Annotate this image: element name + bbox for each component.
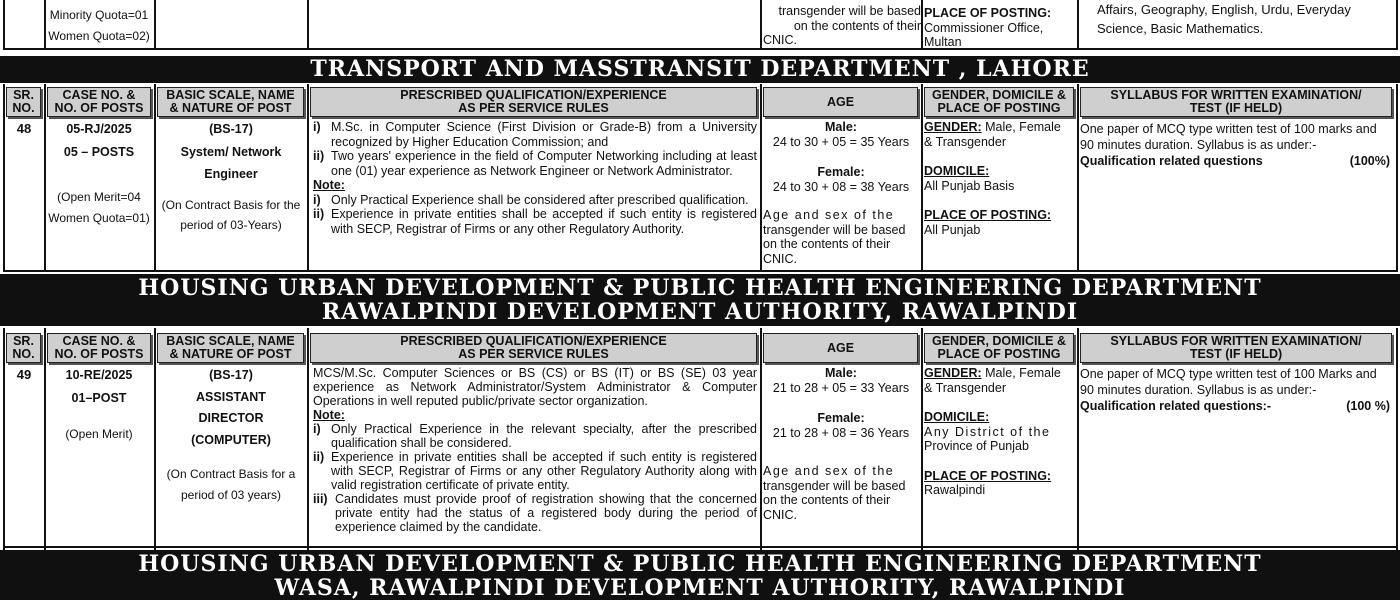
age-note-line: CNIC. (763, 251, 798, 266)
posting-label: PLACE OF POSTING: (924, 468, 1052, 483)
posting-value: All Punjab (924, 222, 981, 237)
syllabus-line: One paper of MCQ type written test of 100 marks and (1080, 122, 1377, 136)
female-label: Female: (817, 165, 865, 179)
age-note (763, 464, 919, 522)
domicile-value: Province of Punjab (924, 439, 1029, 453)
top-quota (46, 8, 152, 43)
gender-value-2: & Transgender (924, 134, 1006, 149)
item-text: Experience in private entities shall be accepted if such entity is registered with SECP, Registrar of Firms or any other Regulatory Authority. (331, 207, 757, 236)
basic-scale: (BS-17) (209, 368, 253, 382)
header-scale (157, 87, 304, 117)
quota-line: Minority Quota=01 (49, 8, 149, 22)
note-item (313, 207, 757, 236)
header-sr-line: SR. (13, 334, 34, 348)
item-key: iii) (313, 492, 328, 506)
syllabus-item-percent: (100%) (1349, 154, 1390, 168)
syllabus-item (1080, 153, 1396, 169)
header-scale-line: & NATURE OF POST (169, 347, 292, 361)
qualification-text: MCS/M.Sc. Computer Sciences or BS (CS) or BS (IT) or BS (SE) 03 year experience as Network Administrator/System Administrator & Computer Operations in well reputed public/private sector organization. (313, 366, 757, 408)
syllabus-cell (1080, 121, 1396, 169)
header-scale-line: BASIC SCALE, NAME (166, 88, 295, 102)
age-note-line: Age and sex of the (763, 208, 895, 222)
header-sr (6, 333, 41, 363)
domicile-value: All Punjab Basis (924, 178, 1015, 193)
age-note-line: transgender will be based (778, 4, 921, 18)
note-item (313, 492, 757, 534)
header-case-line: NO. OF POSTS (54, 347, 144, 361)
header-scale-line: & NATURE OF POST (169, 101, 292, 115)
qualification-item (313, 120, 757, 149)
top-posting (924, 6, 1076, 50)
age-note-line: CNIC. (763, 507, 798, 522)
age-note-line: transgender will be based (763, 222, 906, 237)
item-key: ii) (313, 207, 325, 221)
header-sr-line: NO. (12, 347, 35, 361)
gender-value: Male, Female (985, 120, 1061, 134)
header-gender-line: GENDER, DOMICILE & (931, 88, 1067, 102)
header-gender (924, 87, 1074, 117)
serial-number: 48 (16, 121, 32, 136)
post-name-line: (COMPUTER) (191, 432, 271, 447)
header-gender-line: PLACE OF POSTING (937, 347, 1061, 361)
gender-cell (924, 120, 1076, 237)
item-text: Two years' experience in the field of Computer Networking including at least one (01) year experience as Network Engineer or Network Administrator. (331, 149, 757, 178)
age-cell (763, 120, 919, 194)
note-label: Note: (313, 408, 345, 422)
header-gender-line: PLACE OF POSTING (937, 101, 1061, 115)
qualification-cell (313, 120, 757, 236)
gender-value-2: & Transgender (924, 380, 1006, 395)
item-key: ii) (313, 149, 325, 163)
post-name-line: ASSISTANT (196, 389, 266, 404)
post-count: 05 – POSTS (63, 144, 135, 159)
department-title: HOUSING URBAN DEVELOPMENT & PUBLIC HEALTH ENGINEERING DEPARTMENT (138, 275, 1262, 301)
header-age (763, 87, 918, 117)
contract-line: (On Contract Basis for a (166, 467, 296, 481)
age-note-line: CNIC. (763, 33, 798, 47)
department-subtitle: WASA, RAWALPINDI DEVELOPMENT AUTHORITY, RAWALPINDI (274, 575, 1126, 600)
department-banner (0, 274, 1400, 326)
header-syllabus-line: SYLLABUS FOR WRITTEN EXAMINATION/ (1110, 88, 1362, 102)
header-age-line: AGE (826, 94, 855, 109)
age-note-line: on the contents of their (763, 493, 891, 507)
header-syllabus (1080, 87, 1392, 117)
post-count: 01–POST (71, 390, 127, 405)
header-sr (6, 87, 41, 117)
department-banner (0, 550, 1400, 600)
syllabus-line: Science, Basic Mathematics. (1097, 21, 1264, 36)
age-note-line: Age and sex of the (763, 464, 895, 478)
header-syllabus-line: SYLLABUS FOR WRITTEN EXAMINATION/ (1110, 334, 1362, 348)
syllabus-line: 90 minutes duration. Syllabus is as under:- (1080, 383, 1317, 397)
item-key: i) (313, 422, 321, 436)
syllabus-item-label: Qualification related questions:- (1080, 399, 1271, 413)
header-qual-line: AS PER SERVICE RULES (458, 347, 609, 361)
header-case (47, 87, 151, 117)
item-key: i) (313, 192, 321, 207)
gender-cell (924, 366, 1076, 498)
male-label: Male: (825, 120, 857, 134)
header-qual-line: PRESCRIBED QUALIFICATION/EXPERIENCE (400, 88, 667, 102)
department-banner (0, 56, 1400, 83)
header-scale-line: BASIC SCALE, NAME (166, 334, 295, 348)
male-age: 24 to 30 + 05 = 35 Years (772, 134, 910, 149)
post-name-line: DIRECTOR (198, 411, 264, 425)
syllabus-item (1080, 398, 1396, 414)
qualification-cell (313, 366, 757, 534)
header-syllabus-line: TEST (IF HELD) (1189, 347, 1283, 361)
syllabus-item-label: Qualification related questions (1080, 154, 1263, 168)
quota-line: Women Quota=02) (48, 28, 150, 43)
department-subtitle: RAWALPINDI DEVELOPMENT AUTHORITY, RAWALPINDI (321, 299, 1079, 325)
note-item (313, 422, 757, 450)
age-cell (763, 366, 919, 440)
item-key: i) (313, 120, 321, 134)
scale-cell (156, 122, 306, 233)
age-note (763, 208, 919, 266)
syllabus-line: 90 minutes duration. Syllabus is as under:- (1080, 138, 1317, 152)
item-text: Candidates must provide proof of registration showing that the concerned private entity had the status of a registered body during the period of experience claimed by the candidate. (335, 492, 757, 534)
posting-label: PLACE OF POSTING: (924, 208, 1052, 222)
age-note-line: transgender will be based (763, 478, 906, 493)
note-label: Note: (313, 178, 345, 192)
domicile-label: DOMICILE: (924, 410, 990, 424)
item-text: Only Practical Experience in the relevant specialty, after the prescribed qualification shall be considered. (331, 422, 757, 450)
gender-value: Male, Female (985, 366, 1061, 380)
female-age: 21 to 28 + 08 = 36 Years (772, 425, 910, 440)
header-case-line: CASE NO. & (62, 88, 136, 102)
top-age-note (763, 0, 921, 48)
quota-line: (Open Merit=04 (57, 190, 141, 204)
syllabus-line: Affairs, Geography, English, Urdu, Everyday (1097, 2, 1351, 17)
header-sr-line: NO. (12, 101, 35, 115)
female-label: Female: (817, 411, 865, 425)
case-cell (46, 122, 152, 225)
header-syllabus (1080, 333, 1392, 363)
syllabus-line: One paper of MCQ type written test of 100 Marks and (1080, 367, 1377, 381)
posting-value: Rawalpindi (924, 483, 986, 497)
header-qualification (310, 333, 757, 363)
domicile-label: DOMICILE: (924, 164, 990, 178)
serial-number: 49 (16, 367, 32, 382)
qualification-item (313, 149, 757, 178)
item-text: Only Practical Experience shall be considered after prescribed qualification. (331, 192, 749, 207)
case-cell (46, 368, 152, 442)
case-number: 10-RE/2025 (65, 368, 133, 382)
item-key: ii) (313, 450, 325, 464)
contract-line: period of 03 years) (180, 487, 282, 502)
header-case-line: CASE NO. & (62, 334, 136, 348)
top-syllabus (1097, 0, 1397, 38)
male-label: Male: (825, 366, 857, 380)
header-age-line: AGE (826, 340, 855, 355)
syllabus-cell (1080, 366, 1396, 414)
gender-label: GENDER: (924, 366, 982, 380)
contract-line: (On Contract Basis for the (161, 197, 301, 212)
quota-line: Women Quota=01) (48, 210, 150, 225)
header-sr-line: SR. (13, 88, 34, 102)
domicile-value: Any District of the (924, 424, 1051, 439)
case-number: 05-RJ/2025 (66, 122, 132, 136)
header-syllabus-line: TEST (IF HELD) (1189, 101, 1283, 115)
header-case (47, 333, 151, 363)
header-scale (157, 333, 304, 363)
item-text: Experience in private entities shall be accepted if such entity is registered with SECP, Registrar of Firms or any other Regulatory Authority along with valid registration certificate of private entity. (331, 450, 757, 492)
basic-scale: (BS-17) (209, 122, 253, 136)
scale-cell (156, 368, 306, 502)
posting-label: PLACE OF POSTING: (924, 6, 1052, 20)
post-name-line: System/ Network (180, 144, 282, 159)
quota-line: (Open Merit) (65, 427, 133, 441)
contract-line: period of 03-Years) (180, 218, 282, 232)
header-qualification (310, 87, 757, 117)
header-qual-line: PRESCRIBED QUALIFICATION/EXPERIENCE (400, 334, 667, 348)
gender-label: GENDER: (924, 120, 982, 134)
header-gender-line: GENDER, DOMICILE & (931, 334, 1067, 348)
age-note-line: on the contents of their (793, 18, 921, 33)
female-age: 24 to 30 + 08 = 38 Years (772, 179, 910, 194)
note-item (313, 193, 757, 208)
header-age (763, 333, 918, 363)
age-note-line: on the contents of their (763, 237, 891, 251)
syllabus-item-percent: (100 %) (1346, 399, 1390, 413)
header-gender (924, 333, 1074, 363)
male-age: 21 to 28 + 05 = 33 Years (772, 380, 910, 395)
posting-line: Multan (924, 35, 962, 49)
department-title: HOUSING URBAN DEVELOPMENT & PUBLIC HEALTH ENGINEERING DEPARTMENT (138, 551, 1262, 577)
header-case-line: NO. OF POSTS (54, 101, 144, 115)
note-item (313, 450, 757, 492)
header-qual-line: AS PER SERVICE RULES (458, 101, 609, 115)
post-name-line: Engineer (204, 167, 258, 181)
posting-line: Commissioner Office, (924, 20, 1044, 35)
department-title: TRANSPORT AND MASSTRANSIT DEPARTMENT , LAHORE (310, 56, 1090, 82)
item-text: M.Sc. in Computer Science (First Division or Grade-B) from a University recognized by Higher Education Commission; and (331, 120, 757, 149)
